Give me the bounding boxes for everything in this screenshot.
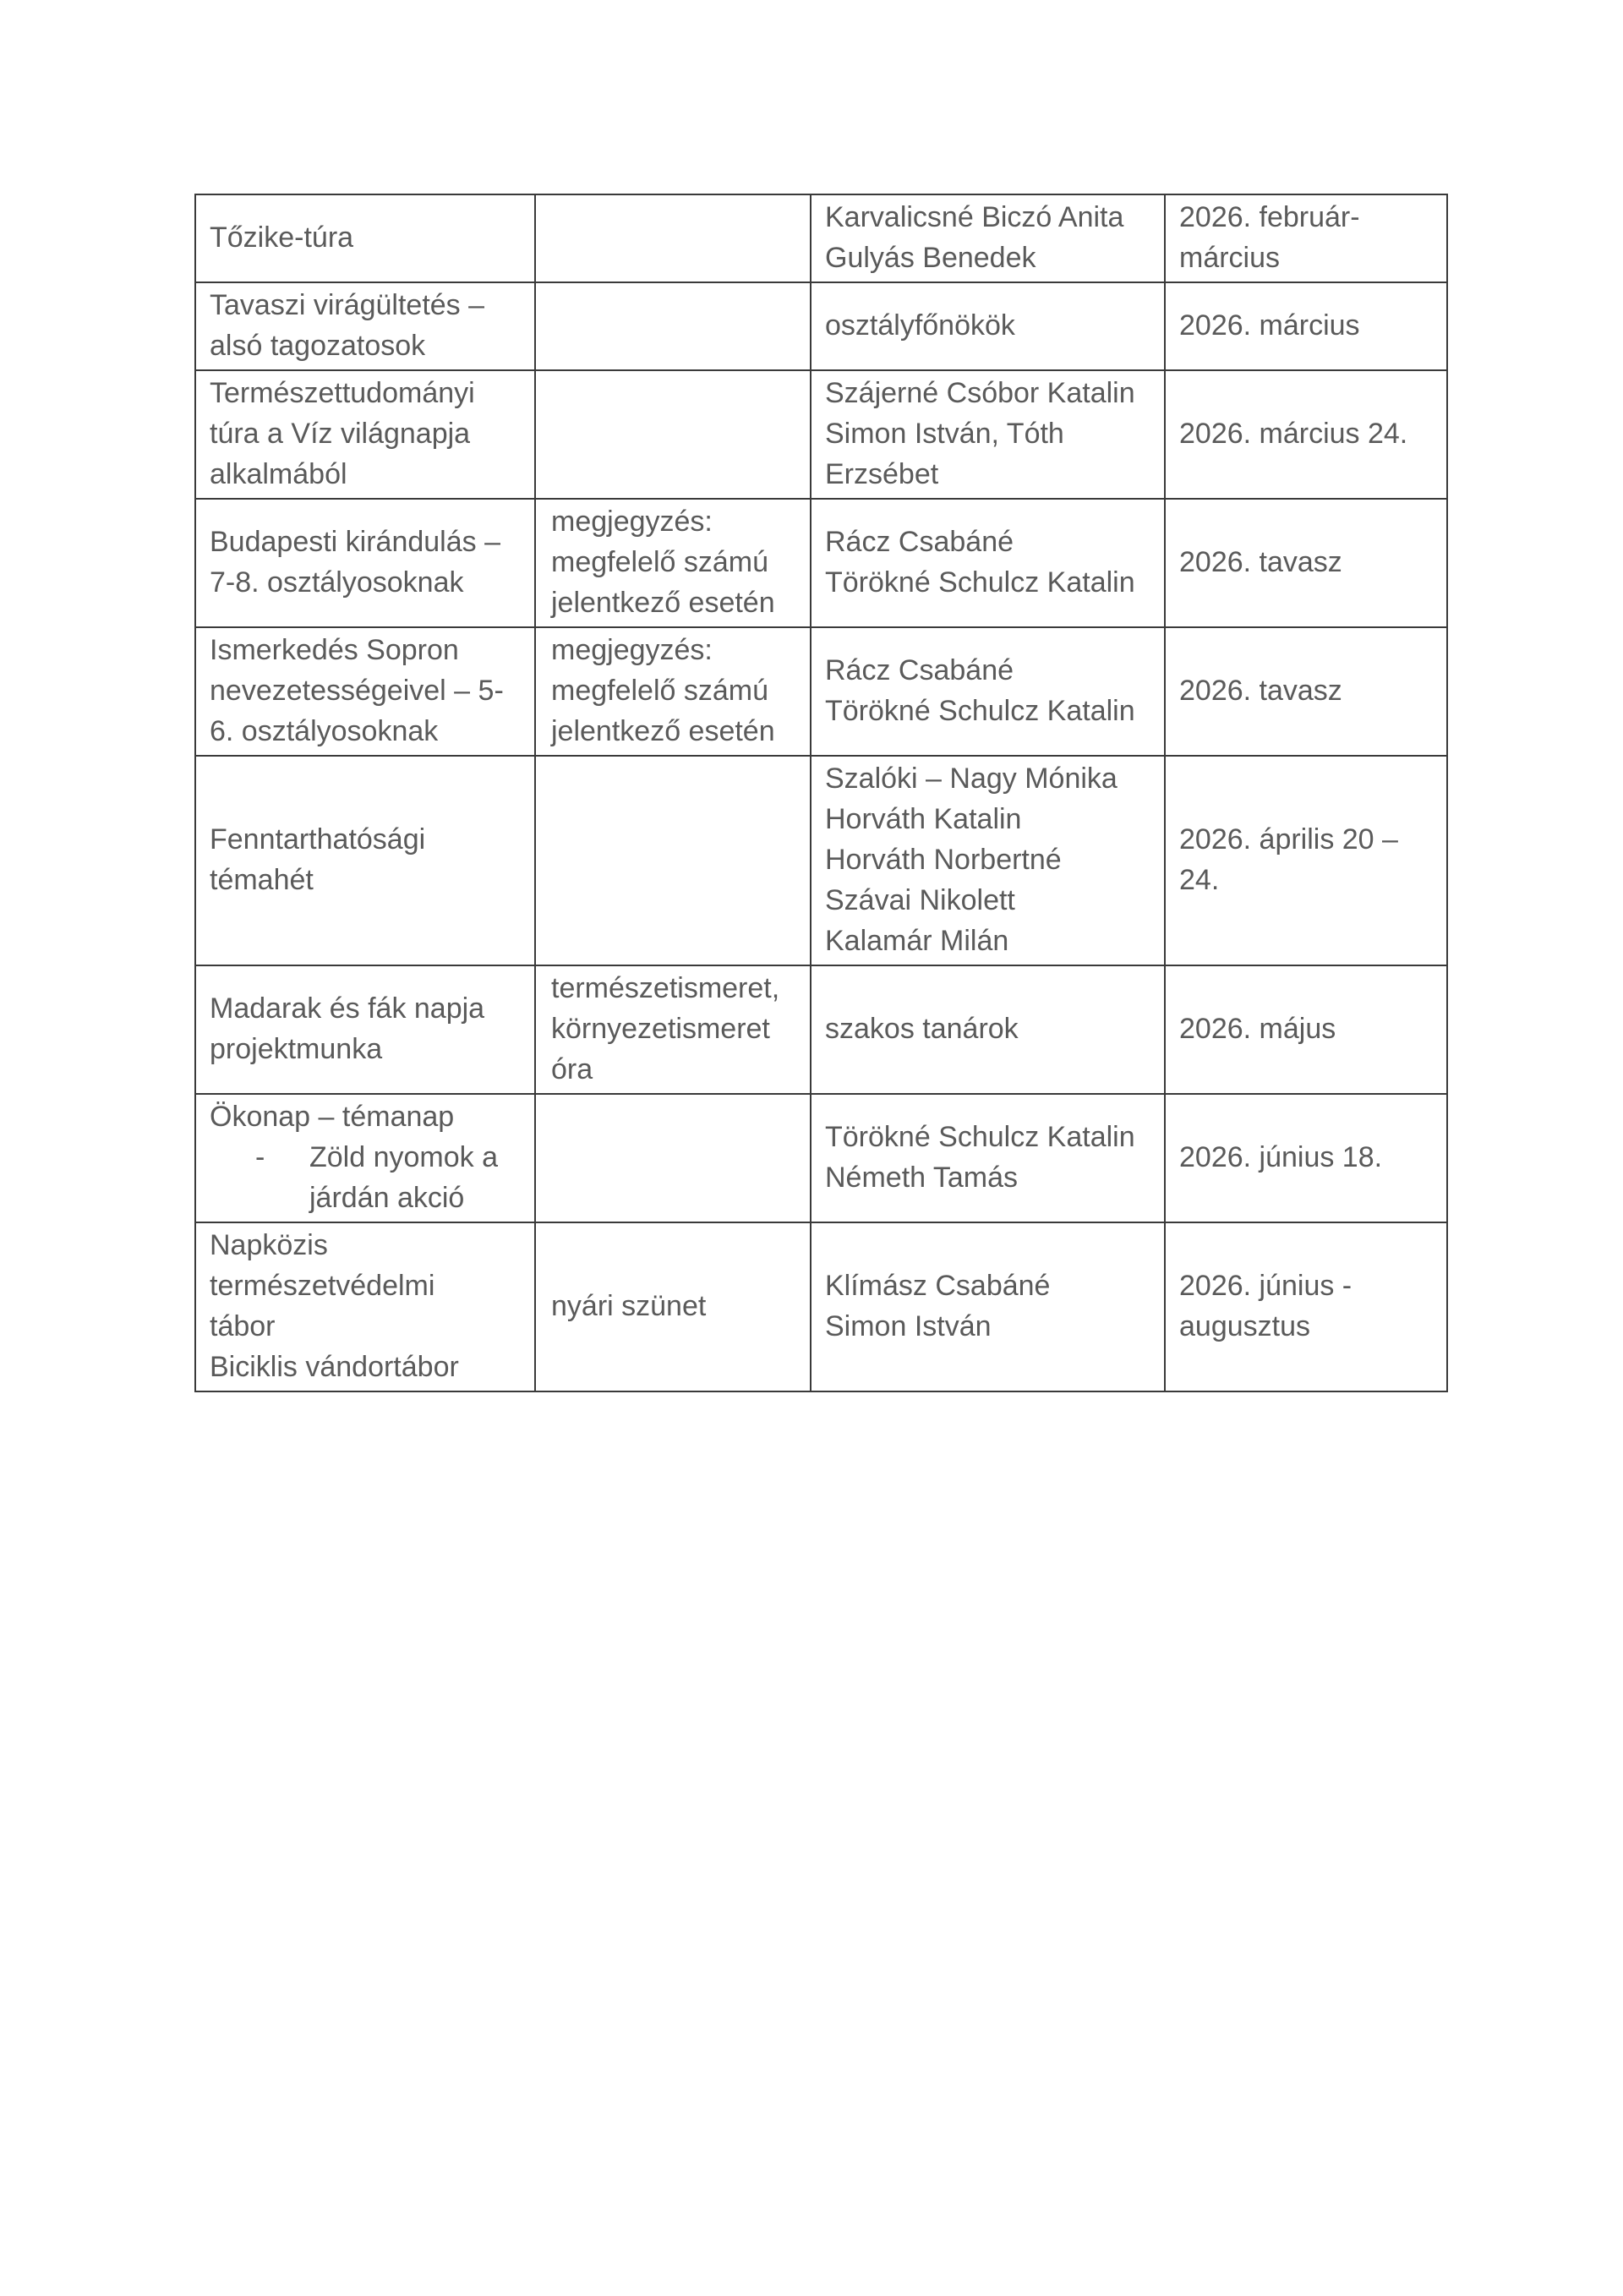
- bullet-text: járdán akció: [309, 1182, 465, 1214]
- responsible-text: Szávai Nikolett: [825, 884, 1015, 916]
- event-text: túra a Víz világnapja: [210, 418, 471, 450]
- date-text: 2026. február-: [1179, 201, 1360, 233]
- note-cell: [535, 370, 811, 499]
- note-text: jelentkező esetén: [551, 715, 775, 747]
- event-cell: [195, 965, 535, 1094]
- note-text: nyári szünet: [551, 1290, 707, 1322]
- table-row: [195, 282, 1447, 370]
- event-text: Ismerkedés Sopron: [210, 634, 459, 666]
- event-cell: [195, 370, 535, 499]
- responsible-cell: [811, 194, 1165, 282]
- responsible-text: Törökné Schulcz Katalin: [825, 566, 1135, 599]
- table-row: [195, 756, 1447, 965]
- date-cell: [1165, 627, 1447, 756]
- event-cell: [195, 756, 535, 965]
- table-row: [195, 965, 1447, 1094]
- responsible-text: Klímász Csabáné: [825, 1270, 1051, 1302]
- event-cell: [195, 627, 535, 756]
- responsible-text: Erzsébet: [825, 458, 939, 490]
- event-text: projektmunka: [210, 1033, 383, 1065]
- table-row: [195, 1222, 1447, 1391]
- event-text: Fenntarthatósági: [210, 823, 426, 856]
- bullet-item: [210, 1137, 521, 1178]
- table-row: [195, 499, 1447, 627]
- bullet-text: Zöld nyomok a: [309, 1141, 498, 1173]
- responsible-text: Törökné Schulcz Katalin: [825, 695, 1135, 727]
- responsible-cell: [811, 756, 1165, 965]
- responsible-cell: [811, 370, 1165, 499]
- note-cell: [535, 627, 811, 756]
- note-text: környezetismeret: [551, 1013, 770, 1045]
- date-text: 2026. június -: [1179, 1270, 1352, 1302]
- responsible-cell: [811, 1094, 1165, 1222]
- event-text: Napközis: [210, 1229, 328, 1261]
- responsible-text: Rácz Csabáné: [825, 526, 1014, 558]
- note-cell: [535, 965, 811, 1094]
- date-cell: [1165, 756, 1447, 965]
- date-text: augusztus: [1179, 1310, 1310, 1342]
- table-row: [195, 370, 1447, 499]
- responsible-text: Törökné Schulcz Katalin: [825, 1121, 1135, 1153]
- note-text: óra: [551, 1053, 593, 1085]
- event-cell: [195, 1094, 535, 1222]
- date-cell: [1165, 499, 1447, 627]
- table-row: [195, 1094, 1447, 1222]
- responsible-text: Karvalicsné Biczó Anita: [825, 201, 1124, 233]
- event-text: természetvédelmi: [210, 1270, 435, 1302]
- event-cell: [195, 1222, 535, 1391]
- event-text: alkalmából: [210, 458, 347, 490]
- program-table: [194, 194, 1448, 1392]
- bullet-dash: -: [255, 1141, 265, 1173]
- event-text: alsó tagozatosok: [210, 330, 426, 362]
- responsible-text: osztályfőnökök: [825, 309, 1015, 342]
- event-text: Tavaszi virágültetés –: [210, 289, 485, 321]
- note-text: megfelelő számú: [551, 546, 769, 578]
- note-text: megfelelő számú: [551, 675, 769, 707]
- responsible-text: szakos tanárok: [825, 1013, 1019, 1045]
- event-cell: [195, 499, 535, 627]
- responsible-text: Németh Tamás: [825, 1162, 1019, 1194]
- table-row: [195, 627, 1447, 756]
- event-text: Biciklis vándortábor: [210, 1351, 459, 1383]
- note-text: megjegyzés:: [551, 506, 713, 538]
- note-cell: [535, 756, 811, 965]
- responsible-cell: [811, 1222, 1165, 1391]
- date-text: 24.: [1179, 864, 1220, 896]
- date-text: 2026. tavasz: [1179, 546, 1342, 578]
- event-text: Budapesti kirándulás –: [210, 526, 501, 558]
- date-cell: [1165, 282, 1447, 370]
- note-cell: [535, 1094, 811, 1222]
- note-cell: [535, 194, 811, 282]
- note-text: megjegyzés:: [551, 634, 713, 666]
- event-cell: [195, 194, 535, 282]
- event-text: Ökonap – témanap: [210, 1101, 455, 1133]
- date-text: 2026. május: [1179, 1013, 1336, 1045]
- note-cell: [535, 282, 811, 370]
- note-cell: [535, 1222, 811, 1391]
- date-text: 2026. március 24.: [1179, 418, 1408, 450]
- responsible-text: Kalamár Milán: [825, 925, 1009, 957]
- responsible-text: Horváth Norbertné: [825, 844, 1062, 876]
- event-text: témahét: [210, 864, 314, 896]
- responsible-cell: [811, 282, 1165, 370]
- responsible-cell: [811, 627, 1165, 756]
- date-cell: [1165, 965, 1447, 1094]
- note-text: természetismeret,: [551, 972, 780, 1004]
- date-text: március: [1179, 242, 1281, 274]
- note-cell: [535, 499, 811, 627]
- date-text: 2026. tavasz: [1179, 675, 1342, 707]
- responsible-text: Rácz Csabáné: [825, 654, 1014, 686]
- event-cell: [195, 282, 535, 370]
- event-text: nevezetességeivel – 5-: [210, 675, 504, 707]
- date-cell: [1165, 194, 1447, 282]
- responsible-text: Simon István: [825, 1310, 992, 1342]
- responsible-text: Szájerné Csóbor Katalin: [825, 377, 1135, 409]
- table-row: [195, 194, 1447, 282]
- responsible-text: Horváth Katalin: [825, 803, 1022, 835]
- date-cell: [1165, 370, 1447, 499]
- responsible-text: Gulyás Benedek: [825, 242, 1036, 274]
- event-text: tábor: [210, 1310, 276, 1342]
- event-text: Természettudományi: [210, 377, 475, 409]
- responsible-text: Simon István, Tóth: [825, 418, 1064, 450]
- date-cell: [1165, 1222, 1447, 1391]
- event-text: Madarak és fák napja: [210, 992, 485, 1025]
- date-text: 2026. április 20 –: [1179, 823, 1398, 856]
- date-cell: [1165, 1094, 1447, 1222]
- responsible-cell: [811, 965, 1165, 1094]
- responsible-cell: [811, 499, 1165, 627]
- event-text: Tőzike-túra: [210, 221, 354, 254]
- responsible-text: Szalóki – Nagy Mónika: [825, 763, 1118, 795]
- date-text: 2026. március: [1179, 309, 1360, 342]
- event-text: 6. osztályosoknak: [210, 715, 439, 747]
- note-text: jelentkező esetén: [551, 587, 775, 619]
- date-text: 2026. június 18.: [1179, 1141, 1383, 1173]
- event-text: 7-8. osztályosoknak: [210, 566, 464, 599]
